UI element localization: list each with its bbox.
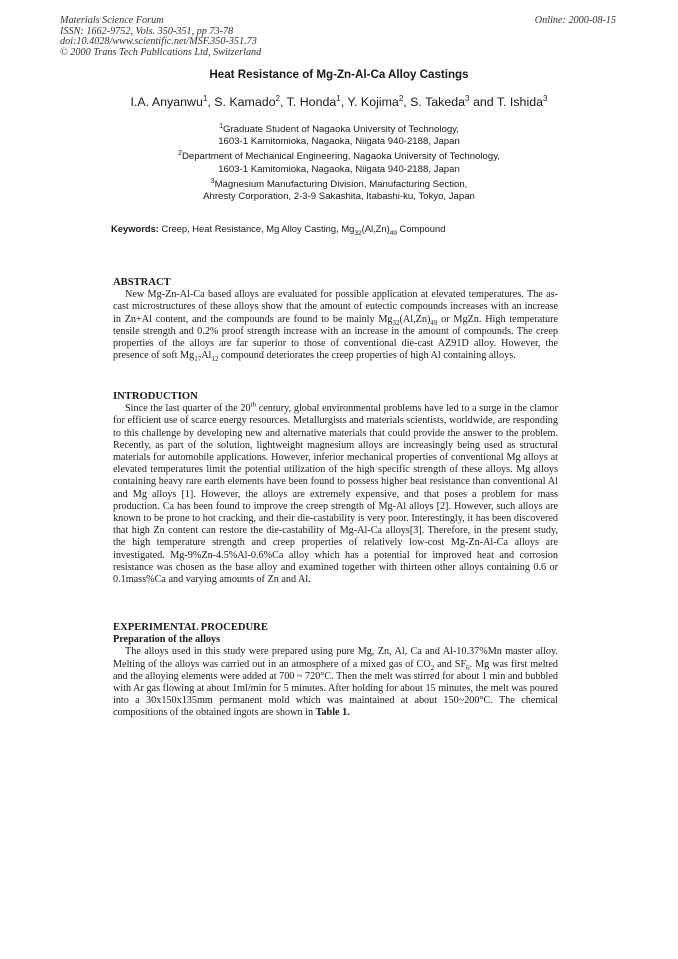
journal-name: Materials Science Forum xyxy=(60,15,164,26)
author: S. Kamado$^2$, xyxy=(214,93,287,109)
journal-copyright: © 2000 Trans Tech Publications Ltd, Switzerland xyxy=(60,46,262,58)
author-affiliation-mark: 1 xyxy=(336,93,341,103)
author-name: S. Takeda xyxy=(410,95,466,109)
section-heading: EXPERIMENTAL PROCEDURE xyxy=(113,622,268,633)
author-name: Y. Kojima xyxy=(347,95,399,109)
author-name: T. Honda xyxy=(286,95,337,109)
section-heading: ABSTRACT xyxy=(113,277,171,288)
author-affiliation-mark: 3 xyxy=(465,93,470,103)
affiliations xyxy=(0,124,678,206)
author: Y. Kojima$^2$, xyxy=(347,93,411,109)
online-date: Online: 2000-08-15 xyxy=(534,15,616,26)
journal-doi: doi:10.4028/www.scientific.net/MSF.350-351.73 xyxy=(60,36,257,48)
author-list xyxy=(0,95,678,109)
keywords: Keywords: Creep, Heat Resistance, Mg Alloy Casting, $Mg_{32}(Al,Zn)_{49}$ Compound xyxy=(111,223,446,237)
introduction-section xyxy=(113,391,558,586)
author-name: I.A. Anyanwu xyxy=(130,95,203,109)
author-affiliation-mark: 2 xyxy=(398,93,404,103)
experimental-section xyxy=(113,622,558,720)
journal-header xyxy=(60,16,261,58)
author-affiliation-mark: 2 xyxy=(275,93,280,103)
section-heading: INTRODUCTION xyxy=(113,391,198,402)
affiliation-number: 2 xyxy=(178,150,182,158)
affiliation-number: 3 xyxy=(210,177,215,185)
author-name: T. Ishida xyxy=(496,95,543,109)
author-affiliation-mark: 1 xyxy=(202,93,208,103)
affiliation: $^3$Magnesium Manufacturing Division, Manufacturing Section, Ahresty Corporation, 2-3-9 Sakashita, Itabashi-ku, Tokyo, Japan xyxy=(203,177,475,203)
introduction-paragraph: Since the last quarter of the 20th century, global environmental problems have led to a surge in the clamor for efficient use of scarce energy resources. Metallurgists and materials scientists, worldwide, are responding to this challenge by developing new and alternative materials that could provide the answer to the problem. Recently, as part of the solution, lightweight magnesium alloys are increasingly being used as structural materials for automobile applications. However, inferior mechanical properties of conventional Mg alloys at elevated temperatures limit the potential utilization of the high specific strength of these alloys. Mg alloys containing heavy rare earth elements have been found to possess higher heat resistance than conventional Al and Mg alloys [1]. However, the alloys are extremely expensive, and that poses a problem for mass production. Ca has been found to improve the creep strength of Mg-Al alloys [2]. However, such alloys are known to be prone to hot cracking, and their die-castability is very poor. Interestingly, it has been discovered that high Zn content can restore the die-castability of Mg-Al-Ca alloys[3]. Therefore, in the present study, the high temperature strength and creep properties of relatively low-cost Mg-Zn-Al-Ca alloys are investigated. Mg-9%Zn-4.5%Al-0.6%Ca alloy which has a potential for improved heat and corrosion resistance was chosen as the base alloy and examined together with thirteen other alloys containing 0.6 or 0.1mass%Ca and varying amounts of Zn and Al. xyxy=(113,400,558,586)
abstract-section xyxy=(113,277,558,362)
paper-title: Heat Resistance of Mg-Zn-Al-Ca Alloy Castings xyxy=(209,68,469,81)
author-name: S. Kamado xyxy=(214,95,276,109)
author: S. Takeda$^3$ and xyxy=(410,93,497,109)
author: I.A. Anyanwu$^1$, xyxy=(130,93,215,109)
abstract-paragraph: New Mg-Zn-Al-Ca based alloys are evaluated for possible application at elevated temperatures. The as-cast microstructures of these alloys show that the amount of eutectic compounds increases with an increase in Zn+Al content, and the compounds are found to be mainly $Mg_{32}(Al,Zn)_{49}$ or MgZn. High temperature tensile strength and 0.2% proof strength increase with an increase in the amount of compounds. The creep properties of the alloys are far superior to those of conventional die-cast AZ91D alloy. However, the presence of soft $Mg_{17}Al_{12}$ compound deteriorates the creep properties of high Al containing alloys. xyxy=(113,289,558,364)
affiliation-number: 1 xyxy=(219,122,223,130)
table-reference[interactable]: Table 1. xyxy=(315,707,350,719)
author: T. Honda$^1$, xyxy=(286,93,348,109)
affiliation: $^2$Department of Mechanical Engineering, Nagaoka University of Technology, 1603-1 Kamitomioka, Nagaoka, Niigata 940-2188, Japan xyxy=(178,150,500,175)
author-affiliation-mark: 3 xyxy=(543,93,548,103)
experimental-paragraph: The alloys used in this study were prepared using pure Mg, Zn, Al, Ca and Al-10.37%Mn master alloy. Melting of the alloys was carried out in an atmosphere of a mixed gas of $CO_2$ and $SF_6$. Mg was first melted and the alloying elements were added at 700 ~ 720°C. Then the melt was stirred for about 1 min and bubbled with Ar gas flowing at about 1ml/min for 5 minutes. After holding for about 15 minutes, the melt was poured into a 30x150x135mm permanent mold which was maintained at about 150~200°C. The chemical compositions of the obtained ingots are shown in Table 1. xyxy=(113,646,558,719)
subsection-heading: Preparation of the alloys xyxy=(113,634,221,646)
affiliation: $^1$Graduate Student of Nagaoka University of Technology, 1603-1 Kamitomioka, Nagaoka, Niigata 940-2188, Japan xyxy=(218,122,460,148)
journal-issn: ISSN: 1662-9752, Vols. 350-351, pp 73-78 xyxy=(60,25,234,37)
author xyxy=(497,95,548,109)
keywords-label: Keywords: xyxy=(111,223,159,234)
